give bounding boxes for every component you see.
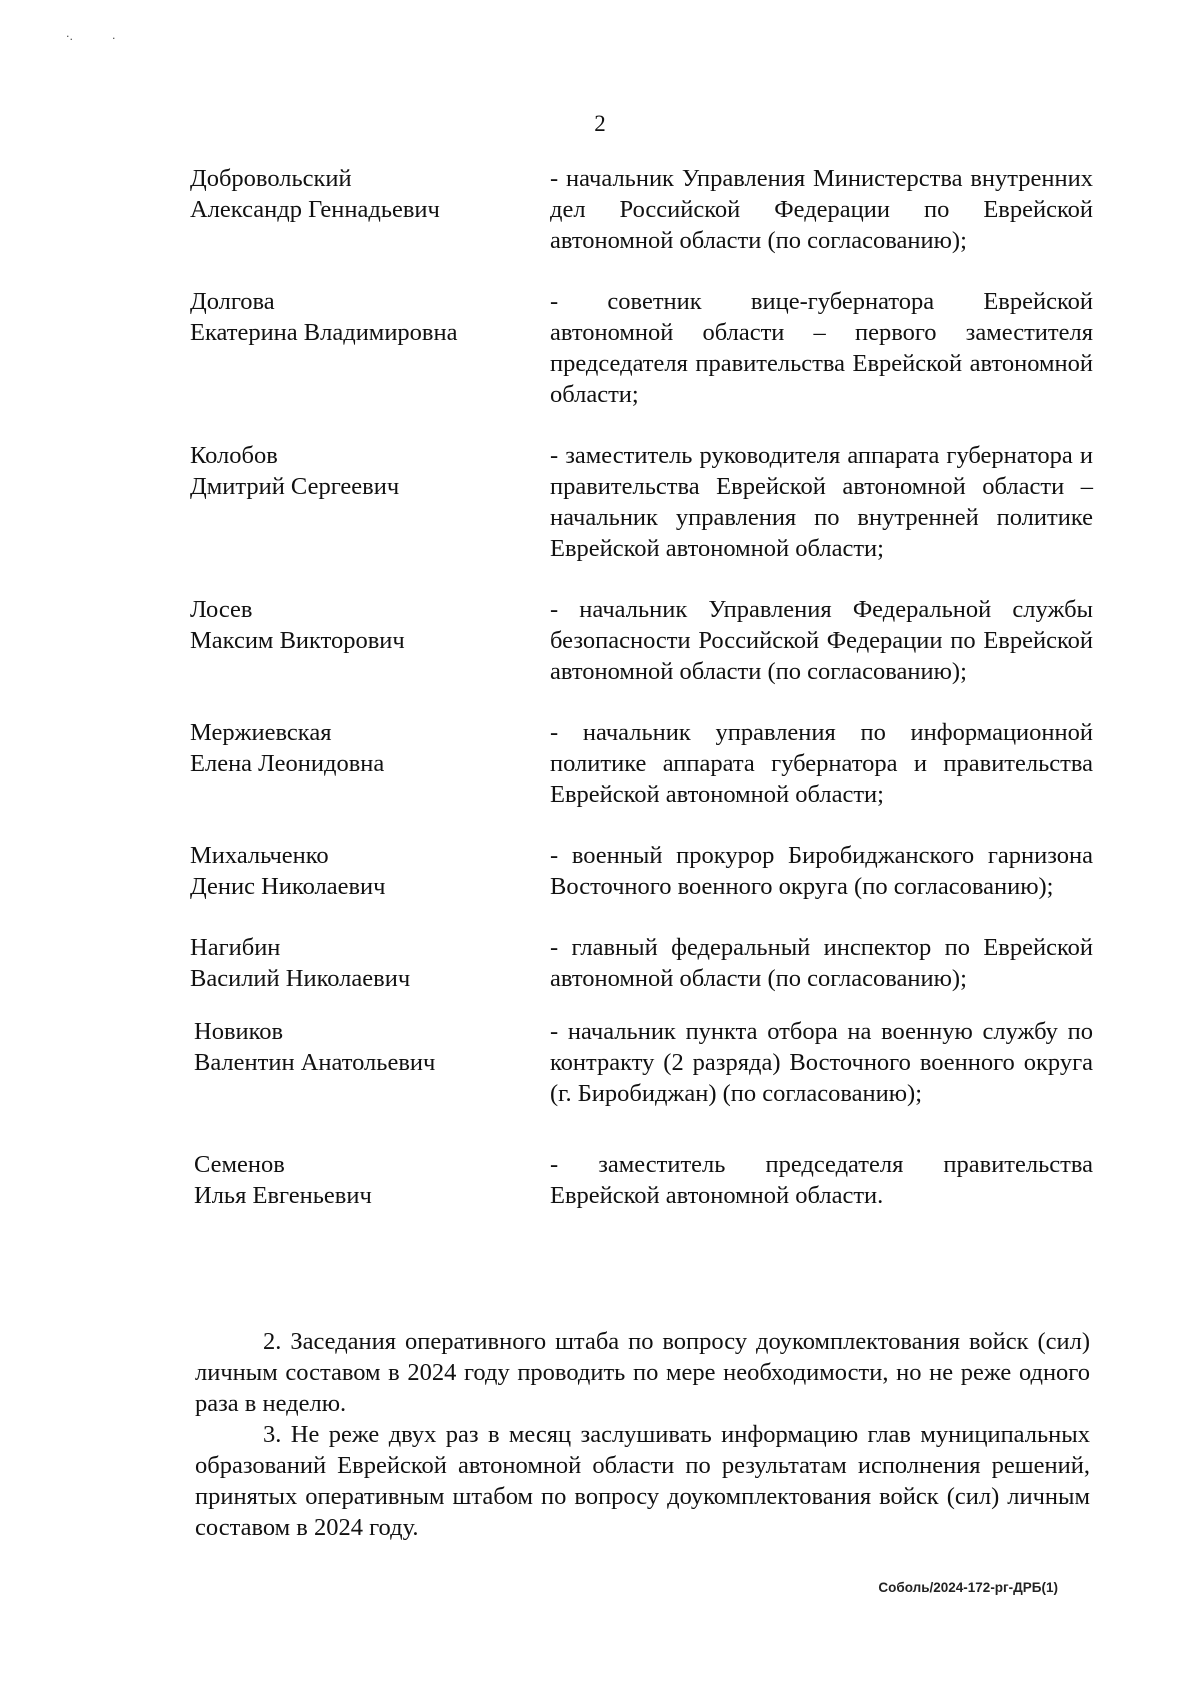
clause-3: 3. Не реже двух раз в месяц заслушивать информацию глав муниципальных образований Еврейской автономной области по результатам исполнения решений, принятых оперативным штабом по вопросу доукомплектования войск (сил) личным составом в 2024 году. bbox=[195, 1421, 1090, 1541]
clause-2: 2. Заседания оперативного штаба по вопросу доукомплектования войск (сил) личным составом в 2024 году проводить по мере необходимости, но не реже одного раза в неделю. bbox=[195, 1328, 1090, 1417]
member-name bbox=[194, 1016, 550, 1109]
resolution-clauses bbox=[195, 1326, 1090, 1543]
member-name bbox=[190, 286, 550, 410]
member-entry bbox=[190, 163, 1093, 256]
member-name bbox=[190, 163, 550, 256]
member-role: - заместитель руководителя аппарата губернатора и правительства Еврейской автономной области – начальник управления по внутренней политике Еврейской автономной области; bbox=[550, 442, 1093, 562]
members-list bbox=[190, 163, 1093, 1241]
member-role: - начальник пункта отбора на военную службу по контракту (2 разряда) Восточного военного округа (г. Биробиджан) (по согласованию); bbox=[550, 1018, 1093, 1107]
member-given-names: Василий Николаевич bbox=[190, 965, 411, 992]
member-name bbox=[190, 594, 550, 687]
member-role: - военный прокурор Биробиджанского гарнизона Восточного военного округа (по согласованию); bbox=[550, 842, 1093, 900]
member-surname: Семенов bbox=[194, 1151, 285, 1178]
member-entry bbox=[190, 594, 1093, 687]
member-given-names: Екатерина Владимировна bbox=[190, 319, 458, 346]
member-given-names: Валентин Анатольевич bbox=[194, 1049, 436, 1076]
member-role: - главный федеральный инспектор по Еврейской автономной области (по согласованию); bbox=[550, 934, 1093, 992]
page-number: 2 bbox=[594, 111, 606, 136]
scan-mark: · bbox=[112, 32, 116, 45]
member-surname: Нагибин bbox=[190, 934, 281, 961]
member-role: - начальник Управления Федеральной службы безопасности Российской Федерации по Еврейской автономной области (по согласованию); bbox=[550, 596, 1093, 685]
scan-mark: ·. bbox=[66, 30, 73, 43]
member-entry bbox=[190, 1016, 1093, 1109]
member-role: - советник вице-губернатора Еврейской автономной области – первого заместителя председателя правительства Еврейской автономной области; bbox=[550, 288, 1093, 408]
member-entry bbox=[190, 1149, 1093, 1211]
member-surname: Новиков bbox=[194, 1018, 284, 1045]
member-name bbox=[190, 440, 550, 564]
member-surname: Колобов bbox=[190, 442, 278, 469]
member-entry bbox=[190, 932, 1093, 994]
member-surname: Мержиевская bbox=[190, 719, 332, 746]
member-name bbox=[190, 717, 550, 810]
member-surname: Михальченко bbox=[190, 842, 329, 869]
member-surname: Долгова bbox=[190, 288, 275, 315]
member-name bbox=[190, 932, 550, 994]
member-entry bbox=[190, 717, 1093, 810]
member-given-names: Дмитрий Сергеевич bbox=[190, 473, 400, 500]
member-role: - начальник управления по информационной политике аппарата губернатора и правительства Еврейской автономной области; bbox=[550, 719, 1093, 808]
member-entry bbox=[190, 440, 1093, 564]
member-entry bbox=[190, 286, 1093, 410]
member-entry bbox=[190, 840, 1093, 902]
member-surname: Добровольский bbox=[190, 165, 352, 192]
member-given-names: Елена Леонидовна bbox=[190, 750, 385, 777]
member-given-names: Александр Геннадьевич bbox=[190, 196, 440, 223]
member-given-names: Максим Викторович bbox=[190, 627, 405, 654]
member-given-names: Денис Николаевич bbox=[190, 873, 386, 900]
member-given-names: Илья Евгеньевич bbox=[194, 1182, 372, 1209]
member-surname: Лосев bbox=[190, 596, 253, 623]
document-code: Соболь/2024-172-рг-ДРБ(1) bbox=[878, 1580, 1058, 1595]
member-name bbox=[190, 840, 550, 902]
member-role: - заместитель председателя правительства Еврейской автономной области. bbox=[550, 1151, 1093, 1209]
member-name bbox=[194, 1149, 550, 1211]
member-role: - начальник Управления Министерства внутренних дел Российской Федерации по Еврейской автономной области (по согласованию); bbox=[550, 165, 1093, 254]
